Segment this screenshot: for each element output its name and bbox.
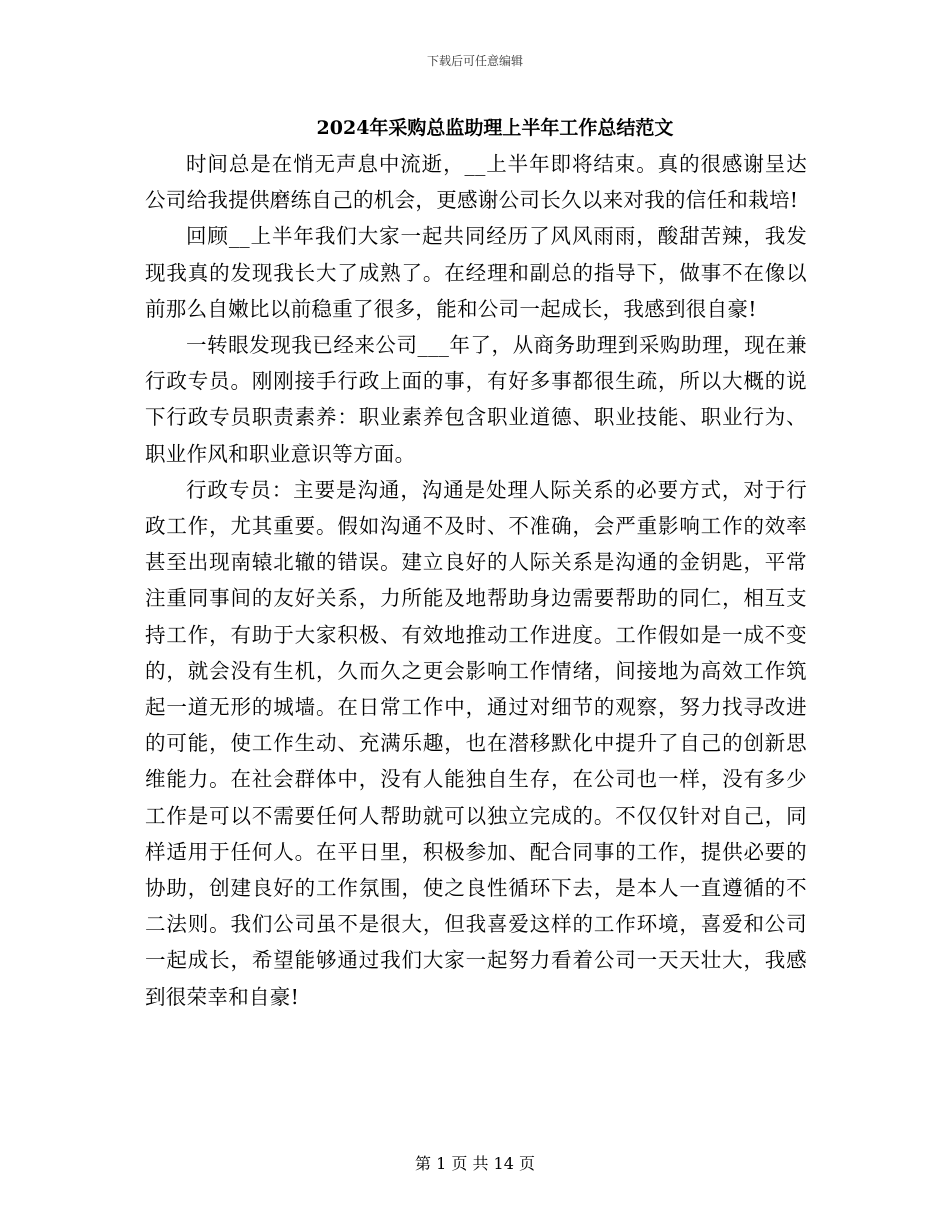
paragraph-2: 回顾__上半年我们大家一起共同经历了风风雨雨，酸甜苦辣，我发现我真的发现我长大了成熟了。在经理和副总的指导下，做事不在像以前那么自嫩比以前稳重了很多，能和公司一起成长，我感到很自豪! — [145, 224, 807, 321]
paragraph-3: 一转眼发现我已经来公司___年了，从商务助理到采购助理，现在兼行政专员。刚刚接手行政上面的事，有好多事都很生疏，所以大概的说下行政专员职责素养：职业素养包含职业道德、职业技能、职业行为、职业作风和职业意识等方面。 — [145, 333, 807, 466]
document-title: 2024年采购总监助理上半年工作总结范文 — [316, 117, 674, 139]
header-note: 下载后可任意编辑 — [426, 54, 523, 68]
paragraph-4: 行政专员：主要是沟通，沟通是处理人际关系的必要方式，对于行政工作，尤其重要。假如沟通不及时、不准确，会严重影响工作的效率甚至出现南辕北辙的错误。建立良好的人际关系是沟通的金钥匙，平常注重同事间的友好关系，力所能及地帮助身边需要帮助的同仁，相互支持工作，有助于大家积极、有效地推动工作进度。工作假如是一成不变的，就会没有生机，久而久之更会影响工作情绪，间接地为高效工作筑起一道无形的城墙。在日常工作中，通过对细节的观察，努力找寻改进的可能，使工作生动、充满乐趣，也在潜移默化中提升了自己的创新思维能力。在社会群体中，没有人能独自生存，在公司也一样，没有多少工作是可以不需要任何人帮助就可以独立完成的。不仅仅针对自己，同样适用于任何人。在平日里，积极参加、配合同事的工作，提供必要的协助，创建良好的工作氛围，使之良性循环下去，是本人一直遵循的不二法则。我们公司虽不是很大，但我喜爱这样的工作环境，喜爱和公司一起成长，希望能够通过我们大家一起努力看着公司一天天壮大，我感到很荣幸和自豪! — [145, 477, 807, 1009]
document-body — [145, 146, 807, 1015]
paragraph-1: 时间总是在悄无声息中流逝，__上半年即将结束。真的很感谢呈达公司给我提供磨练自己的机会，更感谢公司长久以来对我的信任和栽培! — [145, 152, 807, 213]
page-number: 第 1 页 共 14 页 — [415, 1154, 535, 1173]
